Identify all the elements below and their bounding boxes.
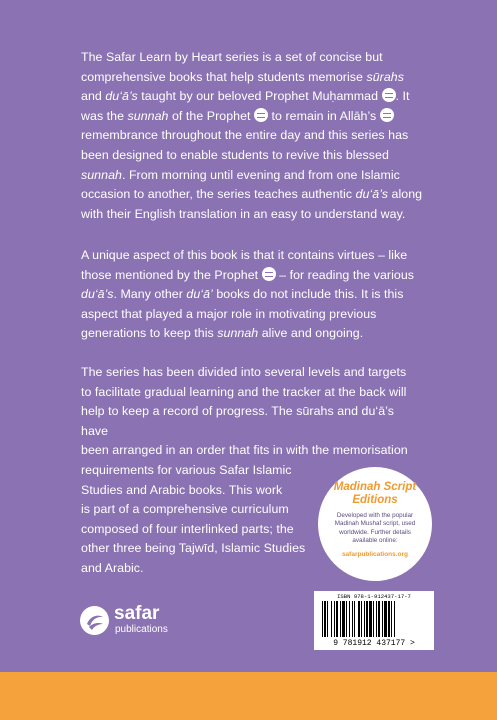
term-sunnah: sunnah: [127, 108, 169, 123]
term-duas: du‘ā’s: [105, 89, 138, 104]
salawat-seal-icon: [382, 88, 396, 102]
term-sunnah: sunnah: [81, 167, 122, 182]
term-duas: du‘ā’s: [81, 287, 114, 302]
badge-url: safarpublications.org: [341, 551, 409, 558]
text-line: been arranged in an order that fits in with the memorisation: [81, 443, 408, 458]
text-line: help to keep a record of progress. The sūrahs and du‘ā’s have: [81, 404, 394, 438]
text-line: requirements for various Safar Islamic: [81, 462, 292, 477]
safar-logo-icon: [80, 606, 109, 635]
logo-wordmark: safar: [114, 603, 160, 624]
text-line: Studies and Arabic books. This work: [81, 482, 283, 497]
term-duas: du‘ā’s: [355, 187, 389, 202]
isbn-label: ISBN 978-1-912437-17-7: [337, 593, 411, 600]
paragraph-unique-aspect: A unique aspect of this book is that it contains virtues – like those mentioned by the Prophet – for reading the various du‘ā’s. Many other du‘ā’ books do not include this. It is this aspect that played a major role in motivating previous generations to keep this sunnah alive and ongoing.: [81, 248, 415, 341]
paragraph-series-intro: The Safar Learn by Heart series is a set of concise but comprehensive books that help students memorise sūrahs and du‘ā’s taught by our beloved Prophet Muḥammad . It was the sunnah of the Prophet to remain in Allāh’s remembrance throughout the entire day and this series has been designed to enable students to revive this blessed sunnah. From morning until evening and from one Islamic occasion to another, the series teaches authentic du‘ā’s along with their English translation in an easy to understand way.: [81, 50, 423, 221]
text-line: is part of a comprehensive curriculum: [81, 502, 289, 517]
text-line: composed of four interlinked parts; the: [81, 521, 294, 536]
badge-description: Developed with the popular Madinah Mushaf script, used worldwide. Further details available online:: [334, 512, 416, 544]
barcode-number: 9 781912 437177 >: [333, 639, 415, 648]
text-line: The series has been divided into several levels and targets: [81, 365, 407, 379]
isbn-barcode: [314, 591, 434, 650]
salawat-seal-icon: [254, 108, 268, 122]
logo-subtitle: publications: [115, 624, 168, 635]
text-line: other three being Tajwīd, Islamic Studies: [81, 541, 306, 556]
safar-publications-logo: [80, 602, 190, 642]
term-surahs: sūrahs: [366, 69, 404, 84]
term-sunnah: sunnah: [217, 326, 259, 341]
footer-band: [0, 672, 497, 720]
salawat-seal-icon: [262, 267, 276, 281]
term-dua: du‘ā’: [186, 287, 213, 302]
barcode-bars: [322, 601, 426, 637]
text-line: and Arabic.: [81, 560, 144, 575]
text-line: to facilitate gradual learning and the tracker at the back will: [81, 384, 407, 399]
subhanahu-seal-icon: [380, 108, 394, 122]
madinah-script-badge: [318, 467, 432, 581]
badge-title: Madinah Script Editions: [333, 481, 417, 506]
